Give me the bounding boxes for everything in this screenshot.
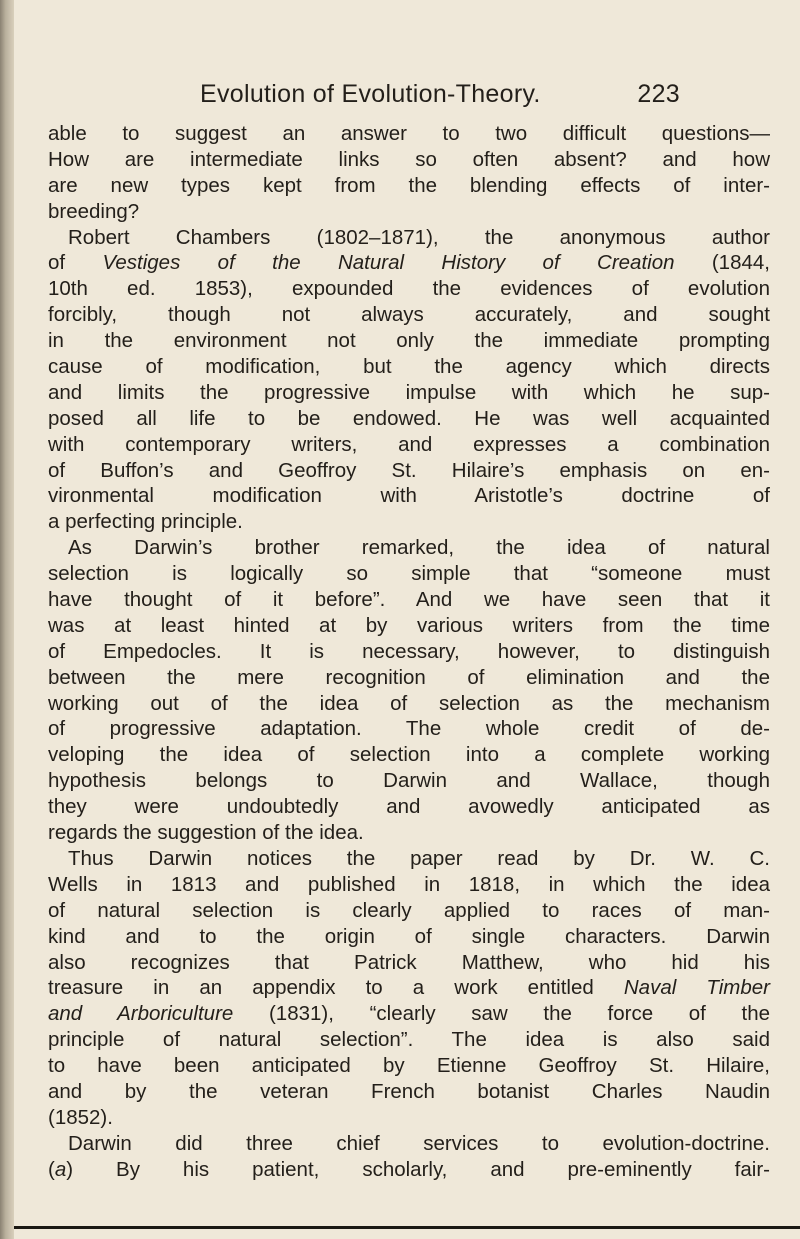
text-line: also recognizes that Patrick Matthew, who hid his: [48, 950, 770, 974]
text-line: a perfecting principle.: [48, 510, 243, 534]
italic-letter: a: [54, 1157, 67, 1181]
text-line: [48, 1157, 770, 1183]
text-segment: treasure in an appendix to a work entitled: [48, 976, 624, 1000]
text-line: in the environment not only the immediate prompting: [48, 329, 770, 353]
text-line: (1852).: [48, 1105, 113, 1129]
text-line: 10th ed. 1853), expounded the evidences of evolution: [48, 277, 770, 301]
italic-book-title: and Arboriculture: [48, 1002, 234, 1026]
text-segment: (1831), “clearly saw the force of the: [233, 1002, 770, 1026]
text-line: cause of modification, but the agency which directs: [48, 355, 770, 379]
running-title: Evolution of Evolution-Theory.: [200, 80, 541, 108]
italic-book-title: Naval Timber: [623, 976, 770, 1000]
text-segment: (1844,: [674, 251, 770, 275]
text-line: are new types kept from the blending effects of inter-: [48, 173, 770, 197]
text-line: [48, 250, 770, 276]
text-line: principle of natural selection”. The idea is also said: [48, 1028, 770, 1052]
text-segment: of: [48, 251, 103, 275]
text-line: of natural selection is clearly applied to races of man-: [48, 898, 770, 922]
text-line: veloping the idea of selection into a complete working: [48, 743, 770, 767]
text-line: of progressive adaptation. The whole credit of de-: [48, 717, 770, 741]
text-line: between the mere recognition of elimination and the: [48, 665, 770, 689]
text-line: working out of the idea of selection as the mechanism: [48, 691, 770, 715]
text-line: regards the suggestion of the idea.: [48, 821, 364, 845]
text-line: they were undoubtedly and avowedly anticipated as: [48, 795, 770, 819]
text-line: vironmental modification with Aristotle’s doctrine of: [48, 484, 770, 508]
text-line: of Empedocles. It is necessary, however, to distinguish: [48, 639, 770, 663]
book-spine-shadow: [0, 0, 14, 1239]
text-line: [48, 975, 770, 1001]
text-line: [48, 1001, 770, 1027]
text-line: forcibly, though not always accurately, and sought: [48, 303, 770, 327]
text-line: selection is logically so simple that “someone must: [48, 562, 770, 586]
text-line: Robert Chambers (1802–1871), the anonymous author: [68, 225, 770, 249]
text-segment: (: [48, 1157, 55, 1181]
running-header: [200, 80, 680, 116]
text-line: How are intermediate links so often absent? and how: [48, 147, 770, 171]
text-line: have thought of it before”. And we have seen that it: [48, 588, 770, 612]
page-number: 223: [637, 80, 680, 108]
text-line: to have been anticipated by Etienne Geoffroy St. Hilaire,: [48, 1054, 770, 1078]
text-line: and by the veteran French botanist Charles Naudin: [48, 1079, 770, 1103]
text-line: posed all life to be endowed. He was well acquainted: [48, 406, 770, 430]
page-bottom-edge: [14, 1226, 800, 1229]
text-segment: ) By his patient, scholarly, and pre-eminently fair-: [66, 1157, 770, 1181]
text-line: hypothesis belongs to Darwin and Wallace, though: [48, 769, 770, 793]
text-line: As Darwin’s brother remarked, the idea of natural: [68, 536, 770, 560]
italic-book-title: Vestiges of the Natural History of Creation: [102, 251, 675, 275]
text-line: able to suggest an answer to two difficult questions—: [48, 122, 770, 145]
text-line: breeding?: [48, 199, 140, 223]
text-line: kind and to the origin of single characters. Darwin: [48, 924, 770, 948]
text-line: Wells in 1813 and published in 1818, in which the idea: [48, 872, 770, 896]
text-line: was at least hinted at by various writers from the time: [48, 613, 770, 637]
text-line: of Buffon’s and Geoffroy St. Hilaire’s emphasis on en-: [48, 458, 770, 482]
text-line: Darwin did three chief services to evolution-doctrine.: [68, 1131, 770, 1155]
book-page: [14, 0, 800, 1239]
body-text: [48, 121, 770, 1183]
text-line: with contemporary writers, and expresses a combination: [48, 432, 770, 456]
text-line: and limits the progressive impulse with which he sup-: [48, 380, 770, 404]
text-line: Thus Darwin notices the paper read by Dr. W. C.: [68, 846, 770, 870]
